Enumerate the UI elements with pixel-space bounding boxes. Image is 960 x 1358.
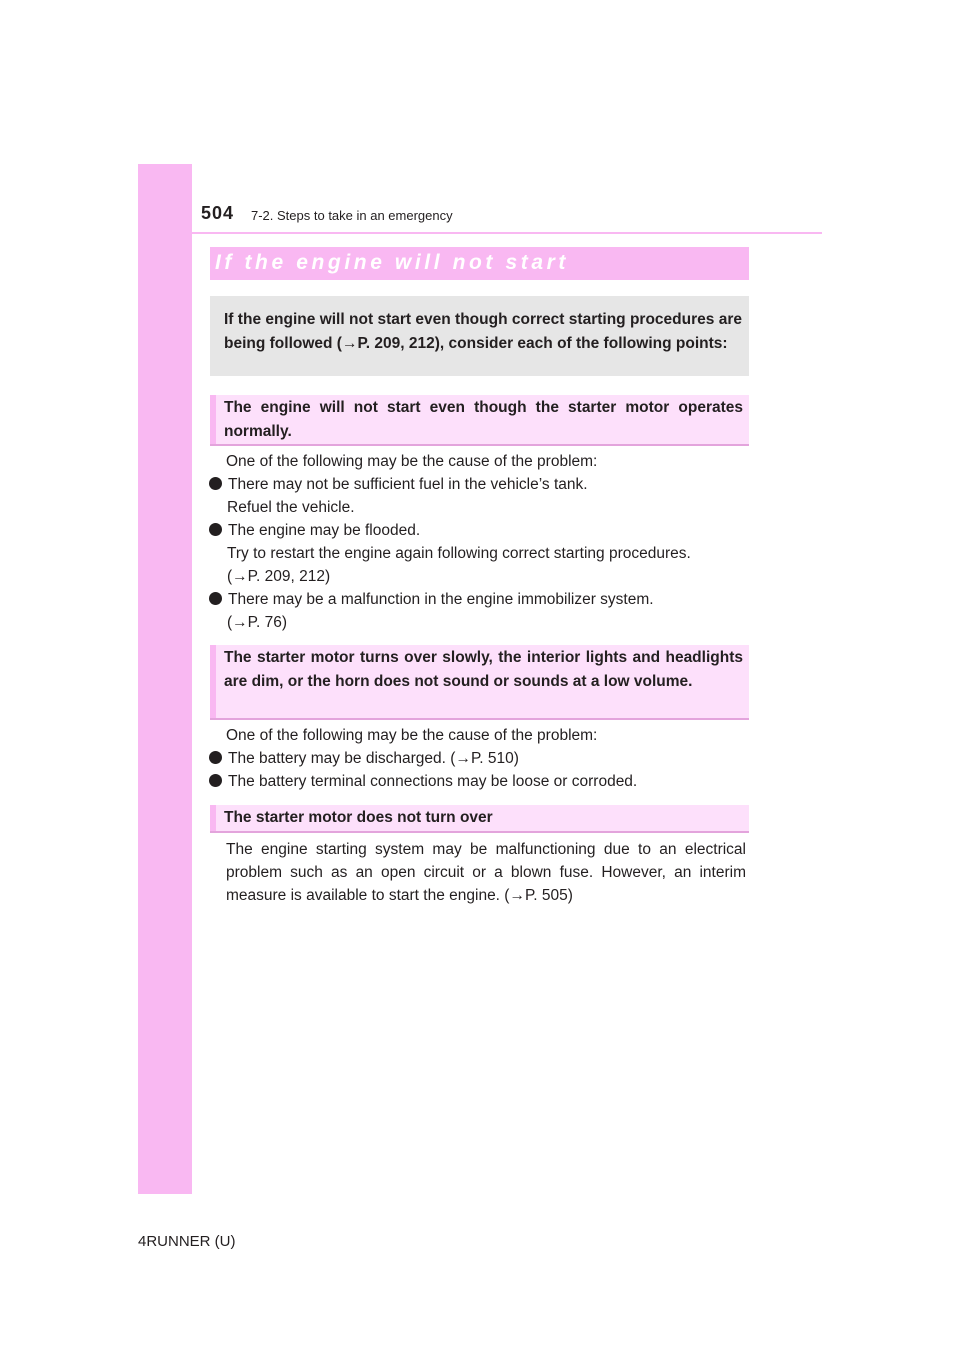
bullet-icon (209, 751, 222, 764)
bullet-text: There may not be sufficient fuel in the vehicle’s tank. (228, 476, 588, 493)
bullet-text: There may be a malfunction in the engine immobilizer system. (228, 591, 654, 608)
bullet-icon (209, 523, 222, 536)
subheading-text: The starter motor does not turn over (224, 809, 493, 826)
section2-lead: One of the following may be the cause of the problem: (226, 727, 598, 744)
section-title: 7-2. Steps to take in an emergency (251, 208, 453, 223)
header-divider (192, 232, 822, 234)
section1-lead: One of the following may be the cause of the problem: (226, 453, 598, 470)
sidebar-tab (138, 164, 192, 1194)
bullet-item (209, 521, 420, 541)
subheading-text: The engine will not start even though the starter motor operates normally. (224, 399, 743, 440)
subheading-starter-normal (210, 395, 749, 446)
section3-paragraph: The engine starting system may be malfunctioning due to an electrical problem such as an open circuit or a blown fuse. However, an interim measure is available to start the engine. (→P. 505) (226, 841, 746, 904)
bullet-text: The battery terminal connections may be loose or corroded. (228, 773, 638, 790)
bullet-item (209, 475, 588, 495)
subheading-starter-no-turn (210, 805, 749, 833)
bullet-text: The engine may be flooded. (228, 522, 421, 539)
page-number: 504 (201, 203, 235, 223)
bullet-text: The battery may be discharged. (→P. 510) (228, 750, 519, 767)
intro-text: If the engine will not start even though correct starting procedures are being followed (→P. 209, 212), consider each of the following points: (224, 311, 742, 352)
bullet-subtext: (→P. 76) (227, 614, 288, 631)
bullet-item (209, 749, 519, 769)
bullet-subtext: Refuel the vehicle. (227, 499, 355, 516)
footer-model: 4RUNNER (U) (138, 1233, 236, 1250)
bullet-subtext: (→P. 209, 212) (227, 568, 331, 585)
bullet-icon (209, 774, 222, 787)
bullet-subtext: Try to restart the engine again following correct starting procedures. (227, 545, 691, 562)
subheading-starter-slow (210, 645, 749, 720)
page-title: If the engine will not start (215, 251, 569, 274)
bullet-item (209, 590, 654, 610)
bullet-item (209, 772, 637, 792)
subheading-text: The starter motor turns over slowly, the interior lights and headlights are dim, or the horn does not sound or sounds at a low volume. (224, 649, 743, 690)
bullet-icon (209, 592, 222, 605)
bullet-icon (209, 477, 222, 490)
